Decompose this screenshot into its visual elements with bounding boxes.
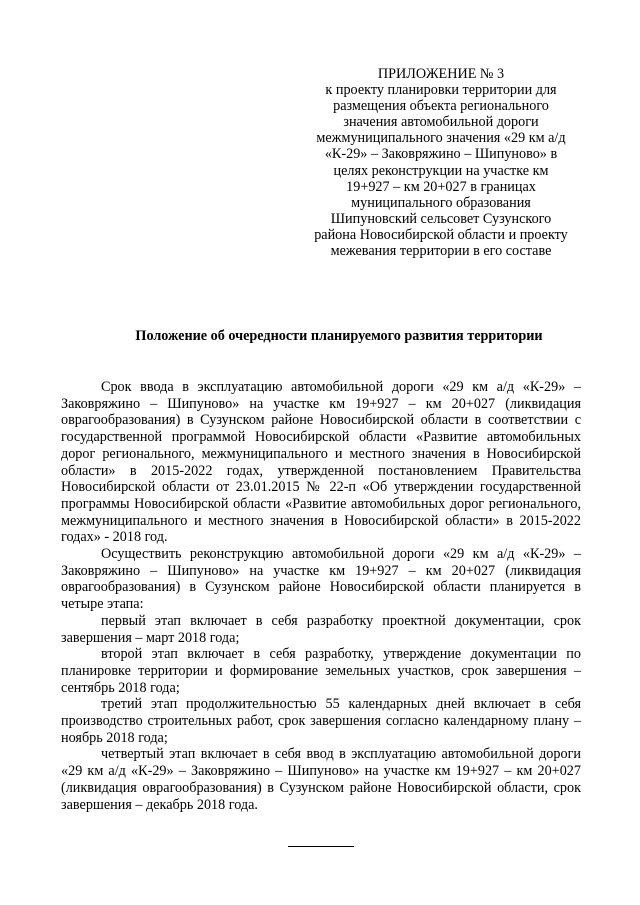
- section-heading: Положение об очередности планируемого развития территории: [135, 328, 543, 344]
- appendix-title: ПРИЛОЖЕНИЕ № 3: [377, 66, 505, 82]
- appendix-line: Шипуновский сельсовет Сузунского: [330, 210, 552, 227]
- paragraph-stage-2: второй этап включает в себя разработку, утверждение документации по планировке территории и формирование земельных участков, срок завершения – сентябрь 2018 года;: [61, 646, 581, 696]
- appendix-header: [302, 66, 580, 259]
- appendix-line: к проекту планировки территории для: [325, 82, 557, 99]
- paragraph-reconstruction-stages: Осуществить реконструкцию автомобильной дороги «29 км а/д «К-29» – Заковряжино – Шипуново» на участке км 19+927 – км 20+027 (ликвидация оврагообразования) в Сузунском районе Новосибирской области планируется в четыре этапа:: [61, 546, 581, 613]
- paragraph-stage-3: третий этап продолжительностью 55 календарных дней включает в себя производство строительных работ, срок завершения согласно календарному плану – ноябрь 2018 года;: [61, 696, 581, 746]
- appendix-line: межевания территории в его составе: [330, 243, 552, 260]
- paragraph-stage-4: четвертый этап включает в себя ввод в эксплуатацию автомобильной дороги «29 км а/д «К-29» – Заковряжино – Шипуново» на участке км 19+927 – км 20+027 (ликвидация оврагообразования) в Сузунском районе Новосибирской области, срок завершения – декабрь 2018 года.: [61, 746, 581, 813]
- appendix-line: 19+927 – км 20+027 в границах: [346, 178, 536, 195]
- appendix-line: межмуниципального значения «29 км а/д: [316, 130, 566, 147]
- appendix-line: «К-29» – Заковряжино – Шипуново» в: [324, 146, 558, 163]
- paragraph-stage-1: первый этап включает в себя разработку проектной документации, срок завершения – март 2018 года;: [61, 612, 581, 646]
- closing-divider: [288, 846, 354, 847]
- body-text: [61, 379, 581, 813]
- appendix-line: муниципального образования: [351, 194, 531, 211]
- appendix-line: размещения объекта регионального: [333, 98, 549, 115]
- appendix-line: целях реконструкции на участке км: [333, 162, 549, 179]
- appendix-line: значения автомобильной дороги: [343, 114, 539, 131]
- appendix-line: района Новосибирской области и проекту: [314, 226, 568, 243]
- paragraph-commissioning-date: Срок ввода в эксплуатацию автомобильной дороги «29 км а/д «К-29» – Заковряжино – Шипуново» на участке км 19+927 – км 20+027 (ликвидация оврагообразования) в Сузунском районе Новосибирской области в соответствии с государственной программой Новосибирской области «Развитие автомобильных дорог регионального, межмуниципального и местного значения в Новосибирской области» в 2015-2022 годах, утвержденной постановлением Правительства Новосибирской области от 23.01.2015 № 22-п «Об утверждении государственной программы Новосибирской области «Развитие автомобильных дорог регионального, межмуниципального и местного значения в Новосибирской области» в 2015-2022 годах» - 2018 год.: [61, 379, 581, 546]
